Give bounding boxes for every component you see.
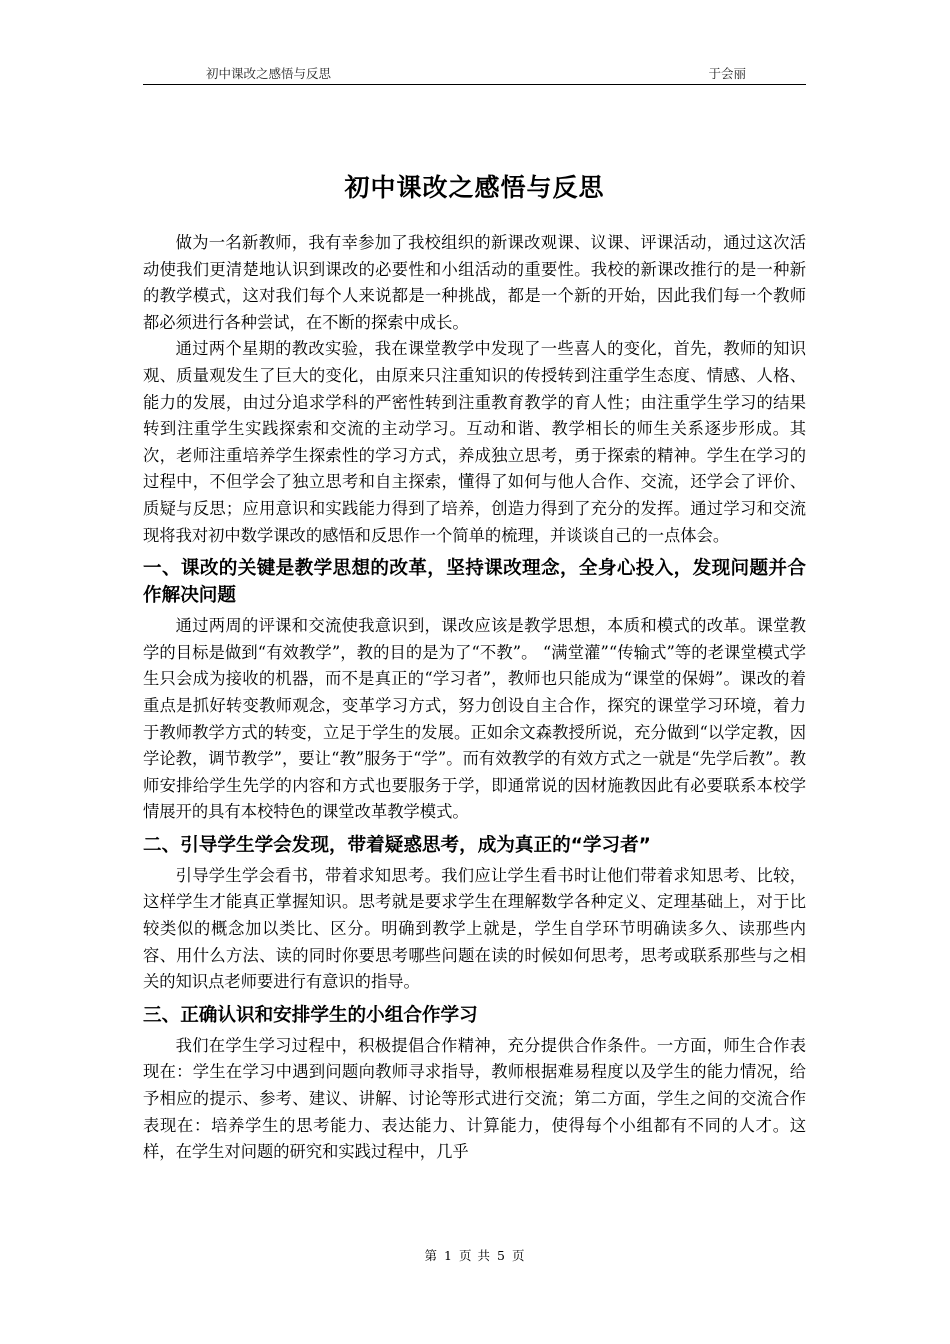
section-2-body: 引导学生学会看书，带着求知思考。我们应让学生看书时让他们带着求知思考、比较，这样学生才能真正掌握知识。思考就是要求学生在理解数学各种定义、定理基础上，对于比较类似的概念加以类比、区分。明确到教学上就是，学生自学环节明确读多久、读那些内容、用什么方法、读的同时你要思考哪些问题在读的时候如何思考，思考或联系那些与之相关的知识点老师要进行有意识的指导。	[143, 865, 806, 992]
section-3-body: 我们在学生学习过程中，积极提倡合作精神，充分提供合作条件。一方面，师生合作表现在：学生在学习中遇到问题向教师寻求指导，教师根据难易程度以及学生的能力情况，给予相应的提示、参考、建议、讲解、讨论等形式进行交流；第二方面，学生之间的交流合作表现在：培养学生的思考能力、表达能力、计算能力，使得每个小组都有不同的人才。这样，在学生对问题的研究和实践过程中，几乎	[143, 1035, 806, 1162]
section-1-body: 通过两周的评课和交流使我意识到，课改应该是教学思想，本质和模式的改革。课堂教学的目标是做到“有效教学”，教的目的是为了“不教”。 “满堂灌”“传输式”等的老课堂模式学生只会成为接收的机器，而不是真正的“学习者”，教师也只能成为“课堂的保姆”。课改的着重点是抓好转变教师观念，变革学习方式，努力创设自主合作，探究的课堂学习环境，着力于教师教学方式的转变，立足于学生的发展。正如余文森教授所说，充分做到“以学定教，因学论教，调节教学”，要让“教”服务于“学”。而有效教学的有效方式之一就是“先学后教”。教师安排给学生先学的内容和方式也要服务于学，即通常说的因材施教因此有必要联系本校学情展开的具有本校特色的课堂改革教学模式。	[143, 616, 806, 822]
footer-suffix: 页	[511, 1248, 526, 1263]
header-document-title: 初中课改之感悟与反思	[206, 66, 332, 81]
document-body	[143, 230, 806, 1166]
intro-paragraph-1: 做为一名新教师，我有幸参加了我校组织的新课改观课、议课、评课活动，通过这次活动使我们更清楚地认识到课改的必要性和小组活动的重要性。我校的新课改推行的是一种新的教学模式，这对我们每个人来说都是一种挑战，都是一个新的开始，因此我们每一个教师都必须进行各种尝试，在不断的探索中成长。	[143, 233, 806, 332]
document-title: 初中课改之感悟与反思	[344, 173, 605, 202]
footer-total-pages: 5	[496, 1248, 506, 1263]
footer-prefix: 第	[424, 1248, 439, 1263]
section-2-heading: 二、引导学生学会发现，带着疑惑思考，成为真正的“学习者”	[143, 834, 651, 856]
page-footer	[0, 1247, 950, 1265]
header-author: 于会丽	[708, 66, 746, 81]
section-1-heading: 一、课改的关键是教学思想的改革，坚持课改理念，全身心投入，发现问题并合作解决问题	[143, 558, 806, 607]
section-3-heading: 三、正确认识和安排学生的小组合作学习	[143, 1004, 478, 1026]
footer-page-number: 1	[444, 1248, 453, 1263]
page-header	[143, 64, 806, 85]
intro-paragraph-2: 通过两个星期的教改实验，我在课堂教学中发现了一些喜人的变化，首先，教师的知识观、质量观发生了巨大的变化，由原来只注重知识的传授转到注重学生态度、情感、人格、能力的发展，由过分追求学科的严密性转到注重教育教学的育人性；由注重学生学习的结果转到注重学生实践探索和交流的主动学习。互动和谐、教学相长的师生关系逐步形成。其次，老师注重培养学生探索性的学习方式，养成独立思考，勇于探索的精神。学生在学习的过程中，不但学会了独立思考和自主探索，懂得了如何与他人合作、交流，还学会了评价、质疑与反思；应用意识和实践能力得到了培养，创造力得到了充分的发挥。通过学习和交流现将我对初中数学课改的感悟和反思作一个简单的梳理，并谈谈自己的一点体会。	[143, 339, 806, 545]
footer-middle: 页 共	[459, 1248, 491, 1263]
